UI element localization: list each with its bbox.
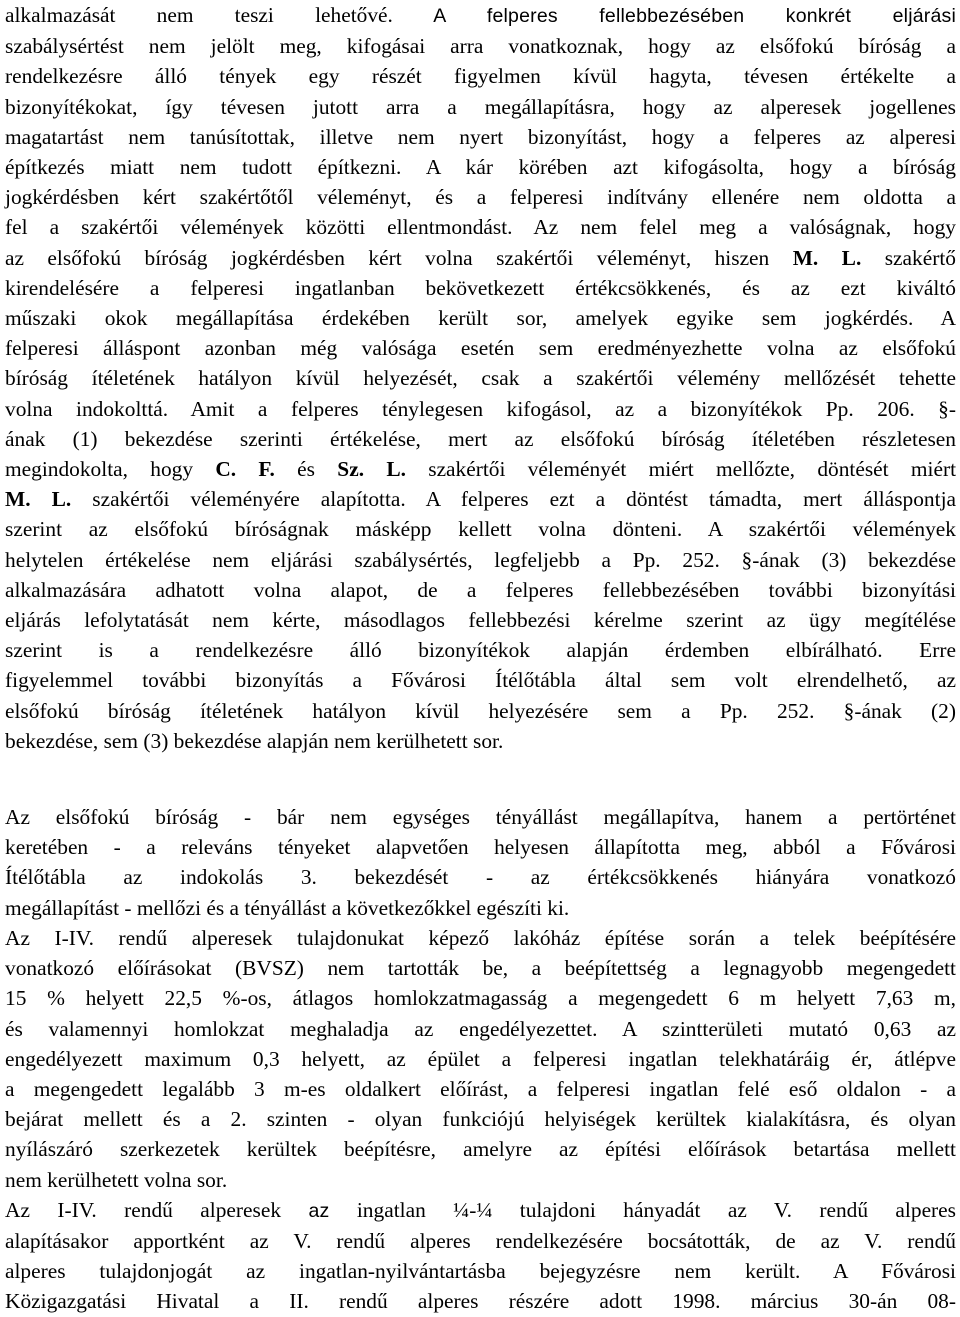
text-line: keretében - a releváns tényeket alapvetően helyesen állapította meg, abból a Fővárosi xyxy=(5,835,956,860)
text-line: a megengedett legalább 3 m-es oldalkert előírást, a felperesi ingatlan felé eső oldalon - a xyxy=(5,1076,956,1101)
paragraph-facts-intro xyxy=(5,802,956,923)
text-line: ának (1) bekezdése szerinti értékelése, mert az elsőfokú bíróság ítéletében részletesen xyxy=(5,426,956,451)
text-line: megállapítást - mellőzi és a tényállást a következőkkel egészíti ki. xyxy=(5,895,570,920)
text-line: M. L. szakértői véleményére alapította. A felperes ezt a döntést támadta, mert álláspontja xyxy=(5,487,957,512)
text-line: magatartást nem tanúsítottak, illetve nem nyert bizonyítást, hogy a felperes az alperesi xyxy=(5,124,956,149)
text-line: vonatkozó előírásokat (BVSZ) nem tartották be, a beépítettség a legnagyobb megengedett xyxy=(5,956,956,981)
text-line: elsőfokú bíróság ítéletének hatályon kívül helyezésére sem a Pp. 252. §-ának (2) xyxy=(5,698,956,723)
text-line: fel a szakértői vélemények közötti ellentmondást. Az nem felel meg a valóságnak, hogy xyxy=(5,215,956,240)
text-line: alapításakor apportként az V. rendű alperes rendelkezésére bocsátották, de az V. rendű xyxy=(5,1228,956,1253)
text-line: az elsőfokú bíróság jogkérdésben kért volna szakértői véleményt, hiszen M. L. szakértő xyxy=(5,245,956,270)
paragraph-building-violations xyxy=(5,923,956,1195)
text-line: bizonyítékokat, így tévesen jutott arra a megállapításra, hogy az alperesek jogellenes xyxy=(5,94,956,119)
text-line: eljárás lefolytatását nem kérte, másodlagos fellebbezési kérelme szerint az ügy megítélése xyxy=(5,608,956,633)
text-line: szerint is a rendelkezésre álló bizonyítékok alapján érdemben elbírálható. Erre xyxy=(5,638,956,663)
text-line: Az I-IV. rendű alperesek az ingatlan ¼-¼ tulajdoni hányadát az V. rendű alperes xyxy=(5,1197,957,1222)
text-line: nem kerülhetett volna sor. xyxy=(5,1167,228,1192)
text-line: bejárat mellett és a 2. szinten - olyan funkciójú helyiségek kerültek kialakításra, és olyan xyxy=(5,1107,956,1132)
text-line: alkalmazását nem teszi lehetővé. A felperes fellebbezésében konkrét eljárási xyxy=(5,3,956,27)
text-line: Az elsőfokú bíróság - bár nem egységes tényállást megállapítva, hanem a pertörténet xyxy=(5,805,956,830)
text-line: szabálysértést nem jelölt meg, kifogásai arra vonatkoznak, hogy az elsőfokú bíróság a xyxy=(5,34,956,59)
text-line: nyílászáró szerkezetek kerültek beépítésre, amelyre az építési előírások betartása mellett xyxy=(5,1137,956,1162)
text-line: kirendelésére a felperesi ingatlanban bekövetkezett értékcsökkenés, és az ezt kiváltó xyxy=(5,275,956,300)
text-line: engedélyezett maximum 0,3 helyett, az épület a felperesi ingatlan telekhatáráig ér, átlépve xyxy=(5,1046,956,1071)
paragraph-ownership xyxy=(5,1195,956,1317)
text-line: 15 % helyett 22,5 %-os, átlagos homlokzatmagasság a megengedett 6 m helyett 7,63 m, xyxy=(5,986,956,1011)
text-line: helytelen értékelése nem eljárási szabálysértés, legfeljebb a Pp. 252. §-ának (3) bekezdése xyxy=(5,547,956,572)
text-line: Ítélőtábla az indokolás 3. bekezdését - az értékcsökkenés hiányára vonatkozó xyxy=(5,865,956,890)
text-line: volna indokolttá. Amit a felperes ténylegesen kifogásol, az a bizonyítékok Pp. 206. §- xyxy=(5,396,956,421)
text-line: bekezdése, sem (3) bekezdése alapján nem kerülhetett sor. xyxy=(5,728,504,753)
text-line: bíróság ítéletének hatályon kívül helyezését, csak a szakértői vélemény mellőzését tehette xyxy=(5,366,956,391)
text-line: jogkérdésben kért szakértőtől véleményt, és a felperesi indítvány ellenére nem oldotta a xyxy=(5,185,956,210)
paragraph-gap xyxy=(5,756,956,802)
text-line: szerint az elsőfokú bíróságnak másképp kellett volna dönteni. A szakértői vélemények xyxy=(5,517,956,542)
text-line: építkezés miatt nem tudott építkezni. A kár körében azt kifogásolta, hogy a bíróság xyxy=(5,155,956,180)
text-line: alkalmazására adhatott volna alapot, de a felperes fellebbezésében további bizonyítási xyxy=(5,577,956,602)
text-line: felperesi álláspont azonban még valósága esetén sem eredményezhette volna az elsőfokú xyxy=(5,336,956,361)
text-line: alperes tulajdonjogát az ingatlan-nyilvántartásba bejegyzésre nem került. A Fővárosi xyxy=(5,1259,956,1284)
text-line: figyelemmel további bizonyítás a Fővárosi Ítélőtábla által sem volt elrendelhető, az xyxy=(5,668,956,693)
text-line: Az I-IV. rendű alperesek tulajdonukat képező lakóház építése során a telek beépítésére xyxy=(5,925,956,950)
text-line: megindokolta, hogy C. F. és Sz. L. szakértői véleményét miért mellőzte, döntését miért xyxy=(5,457,957,482)
paragraph-appeal-reasoning xyxy=(5,0,956,756)
text-line: rendelkezésre álló tények egy részét figyelmen kívül hagyta, tévesen értékelte a xyxy=(5,64,956,89)
text-line: műszaki okok megállapítása érdekében került sor, amelyek egyike sem jogkérdés. A xyxy=(5,306,956,331)
text-line: Közigazgatási Hivatal a II. rendű alperes részére adott 1998. március 30-án 08- xyxy=(5,1289,956,1314)
text-line: és valamennyi homlokzat meghaladja az engedélyezettet. A szintterületi mutató 0,63 az xyxy=(5,1016,956,1041)
